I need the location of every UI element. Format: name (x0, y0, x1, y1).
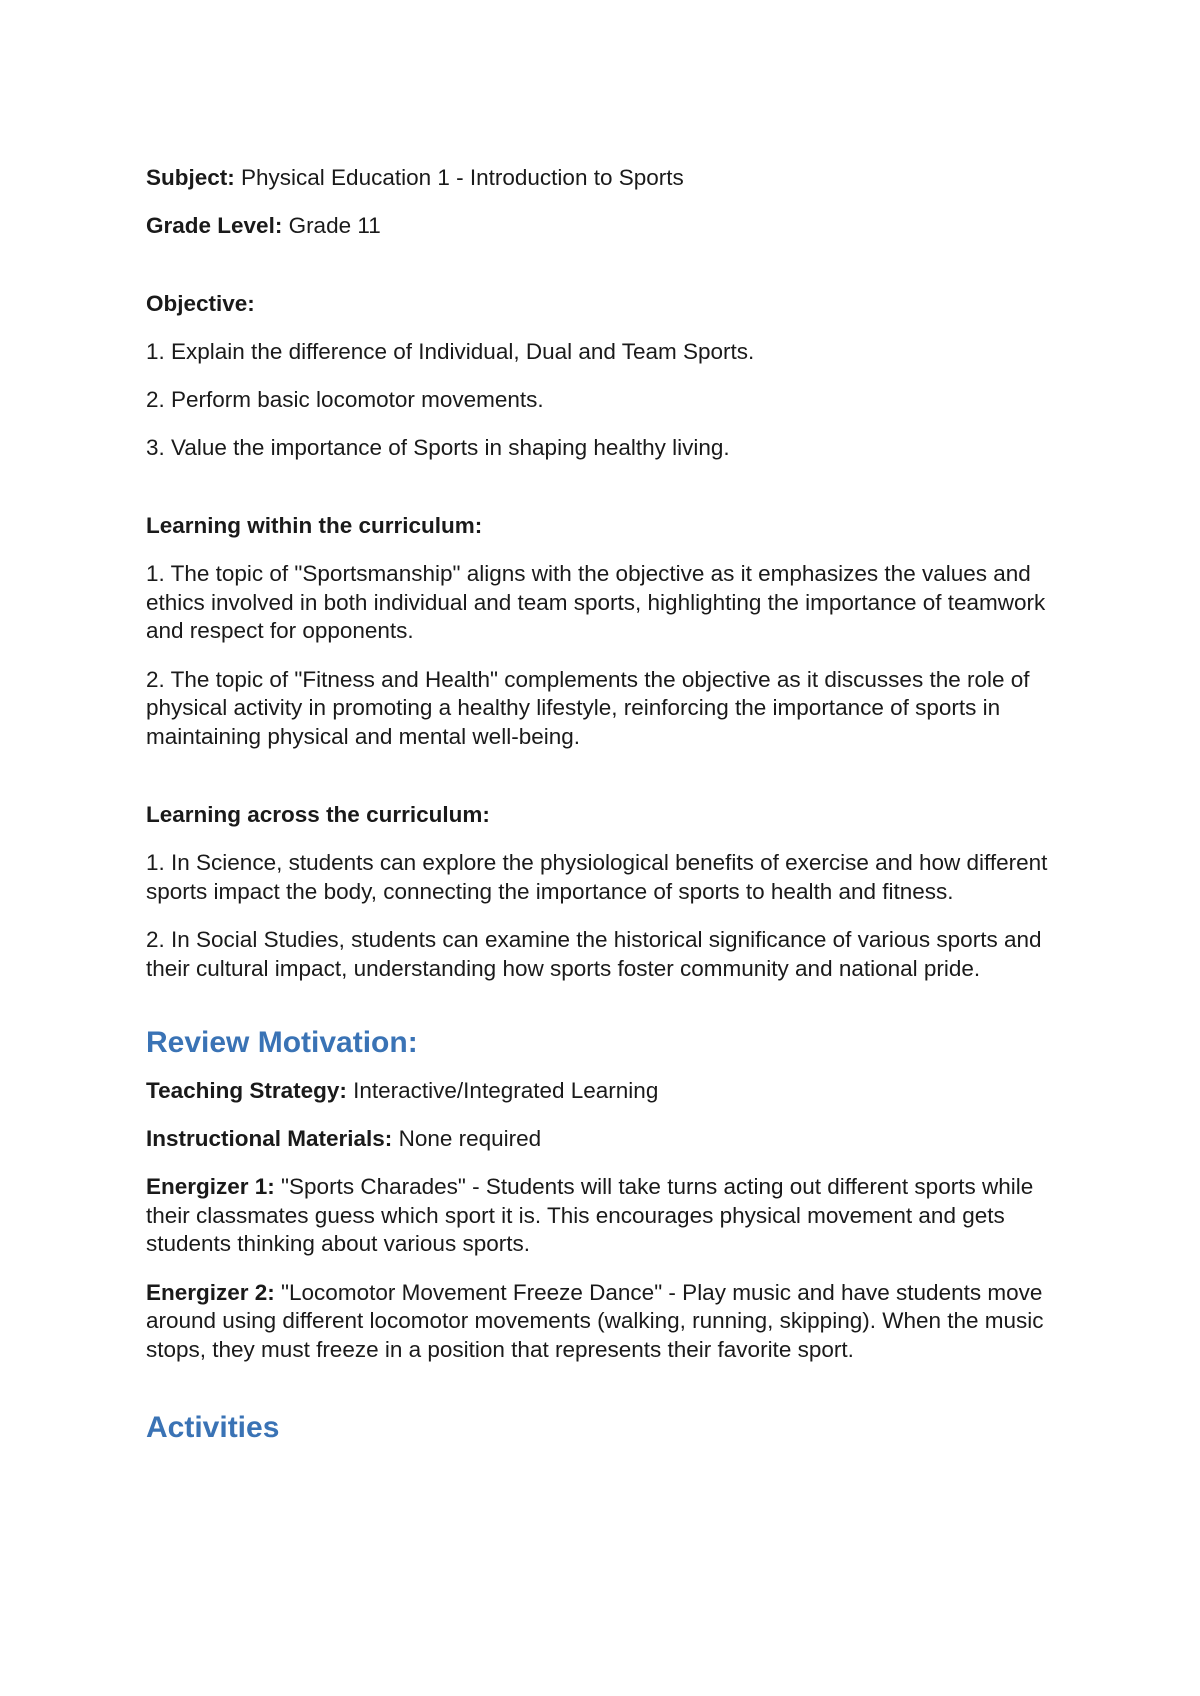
objective-item: 2. Perform basic locomotor movements. (146, 387, 544, 412)
within-curriculum-item: 1. The topic of "Sportsmanship" aligns with the objective as it emphasizes the values and ethics involved in both individual and team sports, highlighting the importance of teamwork and respect for opponents. (146, 561, 1046, 643)
subject-label: Subject: (146, 165, 235, 190)
instructional-materials-line (146, 1125, 1066, 1153)
activities-heading: Activities (146, 1411, 280, 1444)
review-motivation-heading: Review Motivation: (146, 1026, 418, 1059)
teaching-strategy-label: Teaching Strategy: (146, 1078, 347, 1103)
objective-item: 3. Value the importance of Sports in shaping healthy living. (146, 435, 730, 460)
grade-label: Grade Level: (146, 213, 283, 238)
objective-heading: Objective: (146, 291, 255, 316)
grade-value: Grade 11 (282, 213, 381, 238)
document-page (146, 164, 1066, 1446)
teaching-strategy-line (146, 1077, 1066, 1105)
energizer-1 (146, 1173, 1066, 1259)
energizer-2 (146, 1279, 1066, 1365)
teaching-strategy-value: Interactive/Integrated Learning (346, 1078, 659, 1103)
across-curriculum-heading: Learning across the curriculum: (146, 802, 490, 827)
within-curriculum-item: 2. The topic of "Fitness and Health" complements the objective as it discusses the role of physical activity in promoting a healthy lifestyle, reinforcing the importance of sports in maintaining physical and mental well-being. (146, 666, 1030, 749)
across-curriculum-item: 1. In Science, students can explore the physiological benefits of exercise and how different sports impact the body, connecting the importance of sports to health and fitness. (146, 850, 1048, 904)
energizer-1-label: Energizer 1: (146, 1174, 275, 1199)
energizer-2-label: Energizer 2: (146, 1279, 275, 1305)
instructional-materials-value: None required (392, 1126, 542, 1151)
subject-line (146, 164, 1066, 192)
instructional-materials-label: Instructional Materials: (146, 1126, 393, 1151)
within-curriculum-heading: Learning within the curriculum: (146, 513, 483, 538)
energizer-1-text: "Sports Charades" - Students will take turns acting out different sports while their classmates guess which sport it is. This encourages physical movement and gets students thinking about various sports. (146, 1174, 1034, 1256)
objective-item: 1. Explain the difference of Individual, Dual and Team Sports. (146, 339, 755, 364)
energizer-2-text: "Locomotor Movement Freeze Dance" - Play music and have students move around using different locomotor movements (walking, running, skipping). When the music stops, they must freeze in a position that represents their favorite sport. (146, 1279, 1044, 1362)
across-curriculum-item: 2. In Social Studies, students can examine the historical significance of various sports and their cultural impact, understanding how sports foster community and national pride. (146, 927, 1042, 981)
grade-line (146, 212, 1066, 240)
subject-value: Physical Education 1 - Introduction to Sports (234, 165, 684, 190)
